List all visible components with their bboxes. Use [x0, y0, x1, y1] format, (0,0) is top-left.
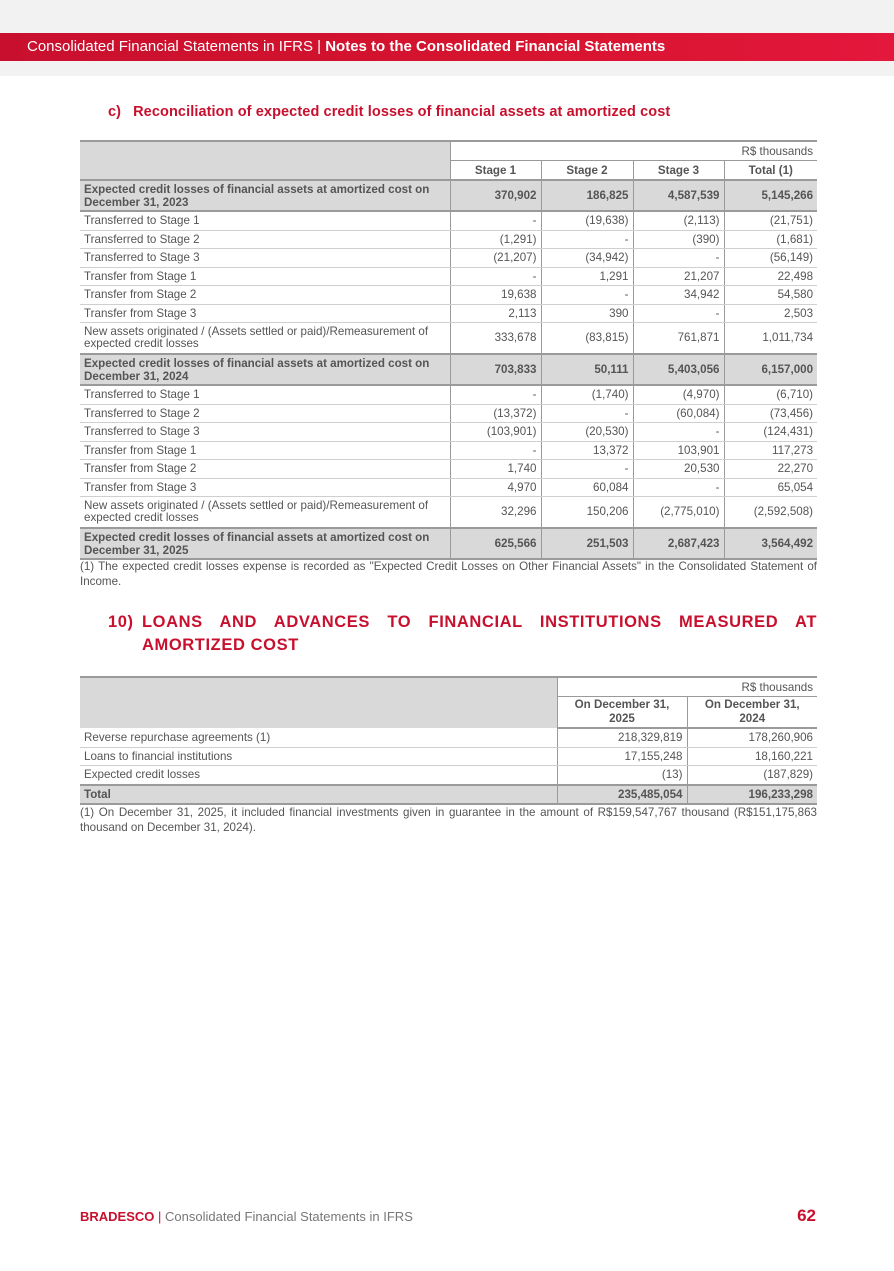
row-value: (20,530): [541, 423, 633, 442]
row-value: 2,503: [724, 304, 817, 323]
row-value: 370,902: [450, 180, 541, 211]
table-row: [80, 286, 817, 305]
table-row: [80, 441, 817, 460]
row-value: (60,084): [633, 404, 724, 423]
row-value: -: [541, 460, 633, 479]
row-label: Transferred to Stage 1: [80, 385, 450, 404]
row-value: (21,751): [724, 211, 817, 230]
row-value: -: [541, 404, 633, 423]
section-10-heading: [108, 611, 817, 657]
section-c-title: Reconciliation of expected credit losses of financial assets at amortized cost: [133, 104, 671, 120]
row-label: Transfer from Stage 2: [80, 460, 450, 479]
row-value: -: [633, 423, 724, 442]
table-row: [80, 747, 817, 766]
row-value: 1,740: [450, 460, 541, 479]
row-value: 32,296: [450, 497, 541, 529]
table-row: [80, 766, 817, 785]
ecl-reconciliation-table: [80, 140, 817, 560]
column-header: Stage 1: [450, 161, 541, 181]
row-value: 54,580: [724, 286, 817, 305]
row-value: 4,587,539: [633, 180, 724, 211]
header-blank-cell: [80, 141, 450, 180]
table-row: [80, 304, 817, 323]
row-value: -: [633, 249, 724, 268]
row-value: 761,871: [633, 323, 724, 355]
header-bar: [0, 33, 894, 61]
row-value: 625,566: [450, 528, 541, 559]
row-value: (21,207): [450, 249, 541, 268]
row-value: (83,815): [541, 323, 633, 355]
row-value: -: [541, 286, 633, 305]
column-header: On December 31, 2024: [687, 697, 817, 729]
row-value: 235,485,054: [557, 785, 687, 804]
row-value: 17,155,248: [557, 747, 687, 766]
row-value: -: [541, 230, 633, 249]
row-value: (390): [633, 230, 724, 249]
table-row: [80, 404, 817, 423]
row-value: 178,260,906: [687, 728, 817, 747]
row-value: 390: [541, 304, 633, 323]
row-label: Transferred to Stage 2: [80, 404, 450, 423]
row-label: Transfer from Stage 1: [80, 267, 450, 286]
table-row: [80, 323, 817, 355]
row-label: Expected credit losses: [80, 766, 557, 785]
table-row: [80, 249, 817, 268]
table-row: [80, 267, 817, 286]
row-value: -: [450, 211, 541, 230]
row-label: Loans to financial institutions: [80, 747, 557, 766]
header-blank-cell: [80, 677, 557, 728]
row-value: 1,011,734: [724, 323, 817, 355]
row-value: (187,829): [687, 766, 817, 785]
row-value: 2,113: [450, 304, 541, 323]
table-unit-row: [80, 677, 817, 697]
table-row: [80, 460, 817, 479]
row-value: 333,678: [450, 323, 541, 355]
column-header: Total (1): [724, 161, 817, 181]
column-header: On December 31, 2025: [557, 697, 687, 729]
column-header: Stage 3: [633, 161, 724, 181]
row-value: 65,054: [724, 478, 817, 497]
row-value: 1,291: [541, 267, 633, 286]
row-label: Transferred to Stage 3: [80, 423, 450, 442]
row-label: Transferred to Stage 1: [80, 211, 450, 230]
table-row: [80, 497, 817, 529]
row-label: Expected credit losses of financial assets at amortized cost on December 31, 2025: [80, 528, 450, 559]
row-label: Reverse repurchase agreements (1): [80, 728, 557, 747]
table-row: [80, 728, 817, 747]
row-label: Expected credit losses of financial assets at amortized cost on December 31, 2023: [80, 180, 450, 211]
row-value: -: [633, 478, 724, 497]
footer-brand: BRADESCO: [80, 1209, 155, 1224]
total-row: [80, 785, 817, 804]
table-row: [80, 230, 817, 249]
row-label: Expected credit losses of financial assets at amortized cost on December 31, 2024: [80, 354, 450, 385]
row-value: (2,775,010): [633, 497, 724, 529]
table1-footnote: (1) The expected credit losses expense is recorded as "Expected Credit Losses on Other Financial Assets" in the Consolidated Statement of Income.: [80, 560, 817, 588]
row-value: 186,825: [541, 180, 633, 211]
row-value: -: [450, 441, 541, 460]
row-value: 18,160,221: [687, 747, 817, 766]
table-row: [80, 423, 817, 442]
footer-separator: |: [154, 1209, 166, 1224]
row-value: 22,498: [724, 267, 817, 286]
row-value: 5,403,056: [633, 354, 724, 385]
table-row: [80, 211, 817, 230]
row-value: 251,503: [541, 528, 633, 559]
row-label: New assets originated / (Assets settled or paid)/Remeasurement of expected credit losses: [80, 497, 450, 529]
loans-advances-table: [80, 676, 817, 805]
row-label: Transfer from Stage 2: [80, 286, 450, 305]
row-value: (13,372): [450, 404, 541, 423]
row-value: 22,270: [724, 460, 817, 479]
section-10-number: 10): [108, 613, 134, 631]
row-value: 60,084: [541, 478, 633, 497]
section-10-title: LOANS AND ADVANCES TO FINANCIAL INSTITUTIONS MEASURED AT AMORTIZED COST: [142, 613, 817, 654]
row-value: (4,970): [633, 385, 724, 404]
row-value: (6,710): [724, 385, 817, 404]
row-value: (1,291): [450, 230, 541, 249]
total-row: [80, 180, 817, 211]
row-value: -: [633, 304, 724, 323]
row-value: 5,145,266: [724, 180, 817, 211]
table-row: [80, 478, 817, 497]
row-value: (19,638): [541, 211, 633, 230]
row-value: 150,206: [541, 497, 633, 529]
row-value: 103,901: [633, 441, 724, 460]
column-header: Stage 2: [541, 161, 633, 181]
row-value: (2,113): [633, 211, 724, 230]
row-value: (2,592,508): [724, 497, 817, 529]
footer-text: Consolidated Financial Statements in IFRS: [165, 1209, 413, 1224]
footer: [80, 1209, 413, 1224]
row-value: 19,638: [450, 286, 541, 305]
row-value: (13): [557, 766, 687, 785]
row-value: 21,207: [633, 267, 724, 286]
unit-label: R$ thousands: [557, 677, 817, 697]
row-label: Transfer from Stage 3: [80, 304, 450, 323]
row-label: Transferred to Stage 3: [80, 249, 450, 268]
row-label: Transfer from Stage 3: [80, 478, 450, 497]
row-value: (34,942): [541, 249, 633, 268]
page-number: 62: [797, 1206, 816, 1225]
row-value: 6,157,000: [724, 354, 817, 385]
row-value: (1,740): [541, 385, 633, 404]
row-value: 20,530: [633, 460, 724, 479]
row-value: (103,901): [450, 423, 541, 442]
header-prefix: Consolidated Financial Statements in IFRS |: [27, 38, 326, 55]
row-value: -: [450, 267, 541, 286]
row-value: 703,833: [450, 354, 541, 385]
row-value: 13,372: [541, 441, 633, 460]
section-c-heading: [108, 104, 670, 120]
row-label: Transferred to Stage 2: [80, 230, 450, 249]
total-row: [80, 528, 817, 559]
row-value: 50,111: [541, 354, 633, 385]
table2-footnote: (1) On December 31, 2025, it included financial investments given in guarantee in the amount of R$159,547,767 thousand (R$151,175,863 thousand on December 31, 2024).: [80, 806, 817, 834]
row-value: -: [450, 385, 541, 404]
row-value: (56,149): [724, 249, 817, 268]
row-value: (73,456): [724, 404, 817, 423]
row-label: Transfer from Stage 1: [80, 441, 450, 460]
unit-label: R$ thousands: [450, 141, 817, 161]
row-value: 117,273: [724, 441, 817, 460]
row-value: 34,942: [633, 286, 724, 305]
row-value: 2,687,423: [633, 528, 724, 559]
table-row: [80, 385, 817, 404]
row-label: Total: [80, 785, 557, 804]
row-value: (124,431): [724, 423, 817, 442]
row-value: 3,564,492: [724, 528, 817, 559]
row-value: (1,681): [724, 230, 817, 249]
table-unit-row: [80, 141, 817, 161]
row-value: 196,233,298: [687, 785, 817, 804]
total-row: [80, 354, 817, 385]
row-label: New assets originated / (Assets settled or paid)/Remeasurement of expected credit losses: [80, 323, 450, 355]
row-value: 4,970: [450, 478, 541, 497]
section-c-label: c): [108, 104, 122, 120]
header-title: Notes to the Consolidated Financial Statements: [325, 38, 666, 55]
row-value: 218,329,819: [557, 728, 687, 747]
